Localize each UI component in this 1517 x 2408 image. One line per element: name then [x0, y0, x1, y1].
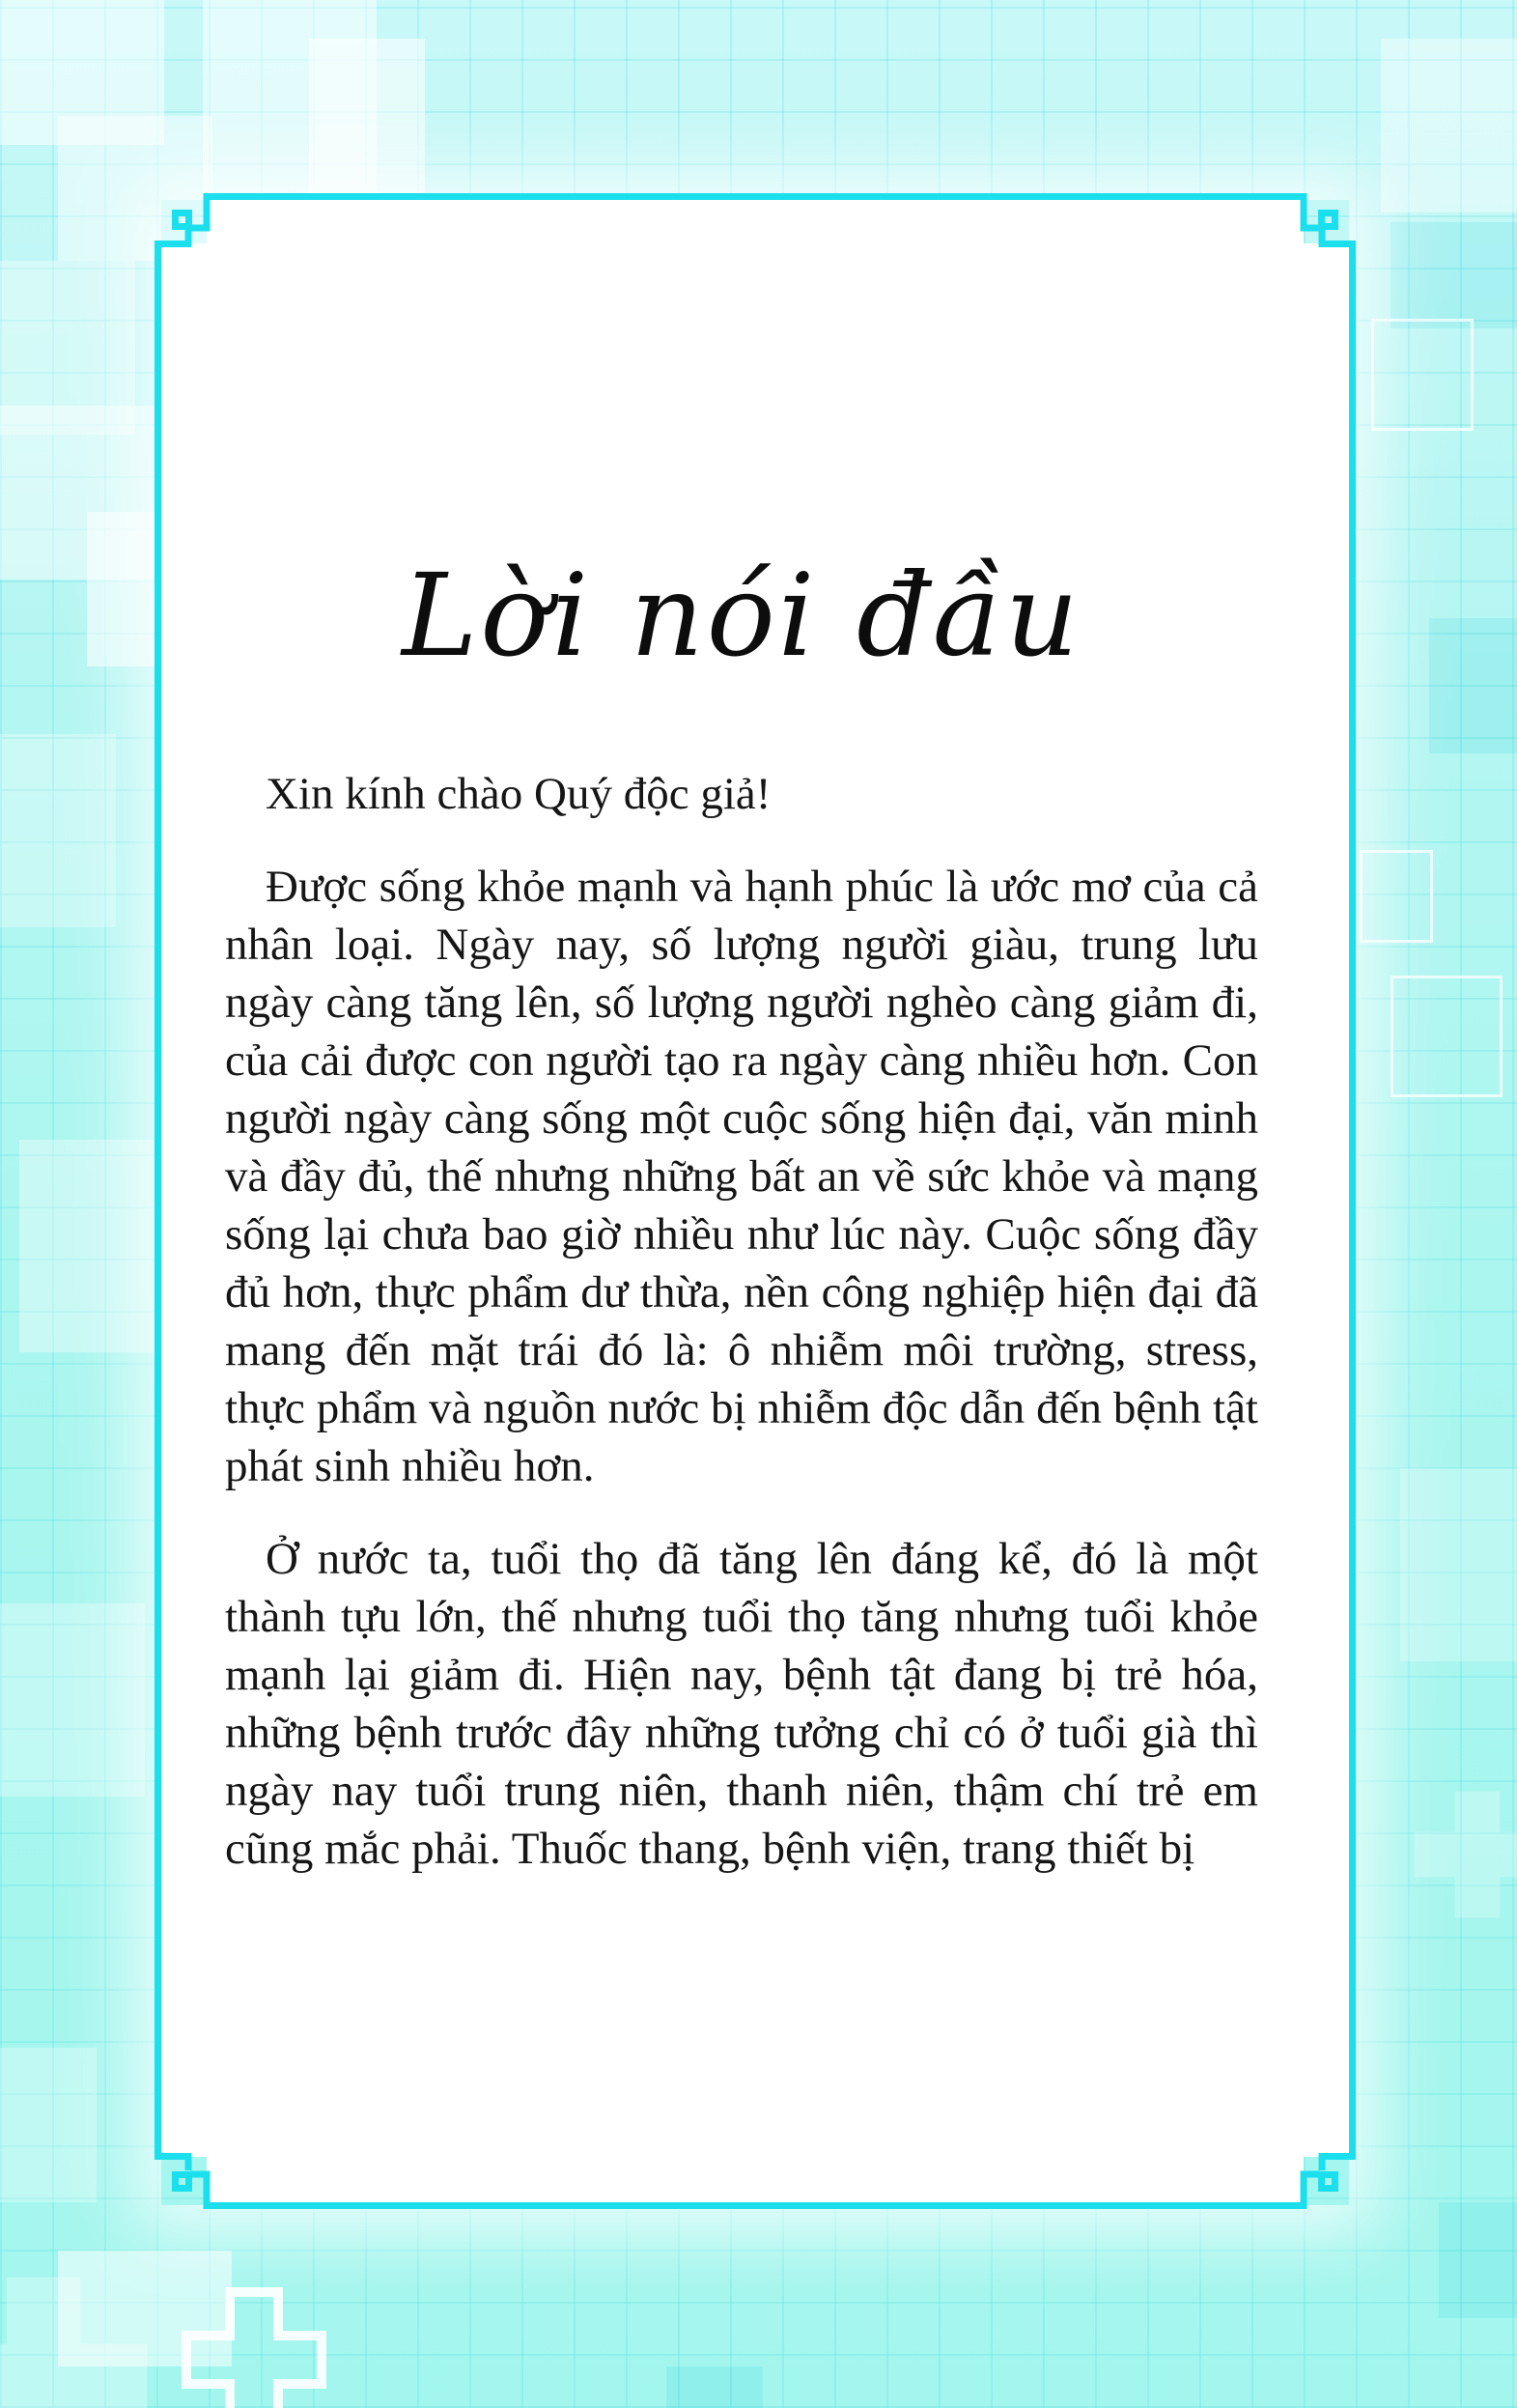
bg-square: [1400, 1468, 1517, 1661]
bg-square: [0, 2048, 97, 2202]
page-title: Lời nói đầu: [402, 549, 1082, 682]
bg-square-outline: [1360, 850, 1433, 943]
bg-square: [666, 2366, 763, 2408]
bg-square-outline: [1371, 319, 1474, 431]
bg-square: [0, 1603, 145, 1797]
paragraph-2: Ở nước ta, tuổi thọ đã tăng lên đáng kể, đó là một thành tựu lớn, thế nhưng tuổi thọ tăng nhưng tuổi khỏe mạnh lại giảm đi. Hiện nay, bệnh tật đang bị trẻ hóa, những bệnh trước đây những tưởng chỉ có ở tuổi già thì ngày nay tuổi trung niên, thanh niên, thậm chí trẻ em cũng mắc phải. Thuốc thang, bệnh viện, trang thiết bị: [225, 1534, 1258, 1874]
bg-square: [1439, 2202, 1517, 2318]
bg-square: [0, 734, 116, 927]
page-content: [161, 200, 1349, 2205]
bg-square-outline: [1391, 976, 1503, 1097]
bg-cross-icon: [182, 2287, 326, 2408]
paragraph-1: Được sống khỏe mạnh và hạnh phúc là ước mơ của cả nhân loại. Ngày nay, số lượng người giàu, trung lưu ngày càng tăng lên, số lượng người nghèo càng giảm đi, của cải được con người tạo ra ngày càng nhiều hơn. Con người ngày càng sống một cuộc sống hiện đại, văn minh và đầy đủ, thế nhưng những bất an về sức khỏe và mạng sống lại chưa bao giờ nhiều như lúc này. Cuộc sống đầy đủ hơn, thực phẩm dư thừa, nền công nghiệp hiện đại đã mang đến mặt trái đó là: ô nhiễm môi trường, stress, thực phẩm và nguồn nước bị nhiễm độc dẫn đến bệnh tật phát sinh nhiều hơn.: [225, 862, 1258, 1491]
bg-cross-icon: [0, 2270, 155, 2408]
greeting-line: Xin kính chào Quý độc giả!: [266, 769, 772, 819]
bg-square: [1381, 39, 1517, 212]
bg-square: [1391, 222, 1517, 328]
bg-cross-icon: [1410, 1787, 1517, 1922]
bg-square: [19, 1140, 155, 1352]
bg-square: [1429, 618, 1517, 753]
